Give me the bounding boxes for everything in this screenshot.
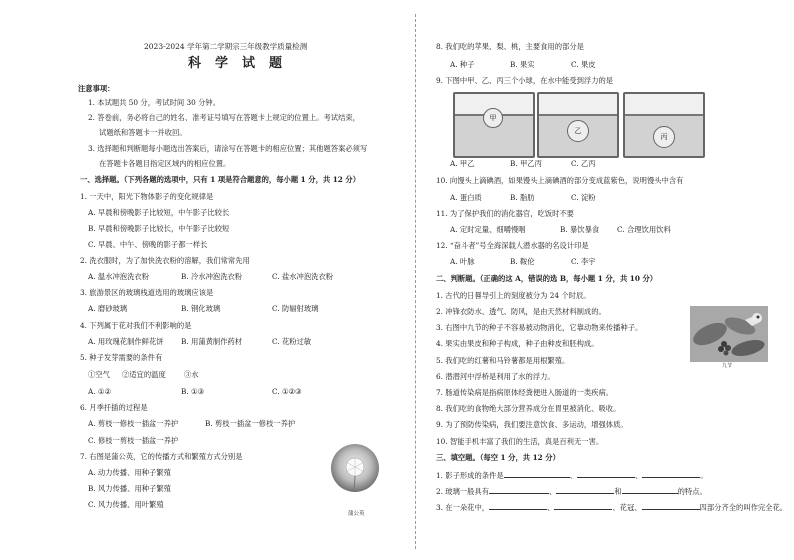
question-8-stem: 8. 我们吃的苹果、梨、桃，主要食用的部分是 — [436, 42, 584, 51]
question-5-option-c: C. ①②③ — [272, 387, 302, 396]
question-10-option-a: A. 蛋白质 — [450, 193, 482, 202]
fill-q2-prefix: 2. 玻璃一般具有 — [436, 487, 490, 496]
section2-heading: 二、判断题。（正确的这 A，错误的选 B，每小题 1 分，共 10 分） — [436, 274, 658, 283]
question-7-option-b: B. 风力传播、用种子繁殖 — [88, 484, 171, 493]
question-3-option-b: B. 钢化玻璃 — [181, 304, 221, 313]
ball-bing-label: 丙 — [660, 132, 668, 141]
question-9-option-a: A. 甲乙 — [450, 159, 475, 168]
question-10-stem: 10. 向馒头上滴碘酒，如果馒头上滴碘酒的部分变成蓝紫色，说明馒头中含有 — [436, 176, 684, 185]
question-5-option-a: A. ①② — [88, 387, 111, 396]
fill-question-2 — [436, 486, 707, 495]
question-5-item-1: ①空气 — [88, 370, 110, 379]
question-6-stem: 6. 月季扦插的过程是 — [80, 403, 148, 412]
fill-q1-blank-1[interactable] — [504, 470, 570, 478]
dandelion-image — [330, 440, 380, 505]
question-2-stem: 2. 洗衣服时，为了加快洗衣粉的溶解，我们常常先用 — [80, 256, 250, 265]
notice-heading: 注意事项： — [78, 84, 115, 93]
question-5-option-b: B. ①③ — [181, 387, 205, 396]
jar-3 — [623, 92, 705, 158]
fill-q3-blank-3[interactable] — [642, 502, 700, 510]
fill-q3-blank-2[interactable] — [554, 502, 612, 510]
question-3-option-c: C. 防辐射玻璃 — [272, 304, 319, 313]
fill-q2-blank-1[interactable] — [489, 486, 549, 494]
notice-line-4: 3. 选择题和判断题每小题选出答案后，请涂写在答题卡的相应位置；其他题答案必须写 — [88, 144, 368, 153]
question-12-stem: 12. “奋斗者”号全海深载人潜水器的名设计印是 — [436, 241, 589, 250]
question-5-stem: 5. 种子发芽需要的条件有 — [80, 353, 163, 362]
question-7-stem: 7. 右图是蒲公英，它的传播方式和繁殖方式分别是 — [80, 452, 243, 461]
judge-item-6: 6. 潜潜河中浮桥是利用了水的浮力。 — [436, 372, 555, 381]
jar-1 — [453, 92, 535, 158]
judge-item-10: 10. 智能手机丰富了我们的生活，真是百利无一害。 — [436, 437, 604, 446]
question-1-option-a: A. 早晨和傍晚影子比较短，中午影子比较长 — [88, 208, 230, 217]
fill-q1-blank-2[interactable] — [577, 470, 635, 478]
question-6-option-a: A. 剪枝一修枝一插盆一养护 — [88, 419, 179, 428]
fill-q2-blank-2[interactable] — [556, 486, 614, 494]
ball-jia — [483, 108, 503, 128]
jar-2 — [537, 92, 619, 158]
column-divider — [415, 14, 416, 549]
judge-item-9: 9. 为了预防传染病，我们要注意饮食、多运动，增强体质。 — [436, 420, 628, 429]
judge-item-7: 7. 肠道传染病是指病原体经粪便进入肠道的一类疾病。 — [436, 388, 614, 397]
question-9-stem: 9. 下图中甲、乙、丙三个小球，在水中能受到浮力的是 — [436, 76, 614, 85]
fill-q2-suffix: 的特点。 — [677, 487, 707, 496]
section1-heading: 一、选择题。（下列各题的选项中，只有 1 项是符合题意的，每小题 1 分，共 12 分） — [80, 175, 360, 184]
question-4-option-a: A. 用玫瑰花制作鲜花饼 — [88, 337, 164, 346]
question-4-option-c: C. 花粉过敏 — [272, 337, 312, 346]
question-8-option-c: C. 果皮 — [571, 60, 596, 69]
notice-line-1: 1. 本试题共 50 分，考试时间 30 分钟。 — [88, 98, 220, 107]
ball-bing — [653, 126, 675, 148]
question-11-option-a: A. 定时定量、细嚼慢咽 — [450, 225, 526, 234]
dandelion-caption: 蒲公英 — [348, 511, 365, 517]
question-11-option-b: B. 暴饮暴食 — [560, 225, 600, 234]
fill-q3-mid1: 、 — [547, 503, 555, 512]
ball-yi — [567, 120, 589, 142]
fill-q3-prefix: 3. 在一朵花中， — [436, 503, 490, 512]
question-10-option-b: B. 脂肪 — [510, 193, 535, 202]
fill-q2-sep: 、 — [549, 487, 557, 496]
question-9-option-c: C. 乙丙 — [571, 159, 596, 168]
question-2-option-c: C. 盐水冲泡洗衣粉 — [272, 272, 334, 281]
fill-q2-mid: 和 — [614, 487, 622, 496]
fill-question-1 — [436, 470, 708, 479]
fill-q3-suffix: 四部分齐全的叫作完全花。 — [699, 503, 788, 512]
question-2-option-b: B. 冷水冲泡洗衣粉 — [181, 272, 243, 281]
question-10-option-c: C. 淀粉 — [571, 193, 596, 202]
question-8-option-b: B. 果实 — [510, 60, 535, 69]
question-11-option-c: C. 合理饮用饮料 — [617, 225, 671, 234]
fill-q3-mid2: 、花冠、 — [612, 503, 642, 512]
judge-item-8: 8. 我们吃的食物绝大部分营养成分在胃里被消化、吸收。 — [436, 404, 621, 413]
fill-q1-end: 。 — [700, 471, 708, 480]
exam-title: 2023-2024 学年第二学期宗三年级教学质量检测 — [144, 42, 308, 51]
question-4-stem: 4. 下列属于花对我们不利影响的是 — [80, 321, 192, 330]
judge-item-2: 2. 冲锋衣防水、透气、防风，是由天然材料制成的。 — [436, 307, 606, 316]
subject-title: 科学试题 — [188, 56, 297, 71]
question-6-option-b: B. 剪枝一插盆一修枝一养护 — [205, 419, 296, 428]
question-5-item-2: ②适宜的温度 — [122, 370, 166, 379]
question-7-option-a: A. 动力传播、用种子繁殖 — [88, 468, 171, 477]
fill-q3-blank-1[interactable] — [489, 502, 547, 510]
notice-line-3: 试题纸和答题卡一并收回。 — [99, 128, 187, 137]
question-12-option-c: C. 李宇 — [571, 257, 596, 266]
plant-image — [690, 306, 768, 362]
fill-q1-sep-2: 、 — [634, 471, 643, 480]
judge-item-3: 3. 右图中九节的种子不容易被动物消化，它靠动物来传播种子。 — [436, 323, 643, 332]
question-4-option-b: B. 用蒲黄制作药材 — [181, 337, 243, 346]
fill-question-3 — [436, 502, 787, 511]
question-7-option-c: C. 风力传播、用叶繁殖 — [88, 500, 164, 509]
judge-item-1: 1. 古代的日晷导引上的刻度被分为 24 个时辰。 — [436, 291, 591, 300]
question-2-option-a: A. 温水冲泡洗衣粉 — [88, 272, 149, 281]
ball-jia-label: 甲 — [489, 113, 497, 122]
plant-caption: 九节 — [722, 363, 733, 369]
section3-heading: 三、填空题。（每空 1 分，共 12 分） — [436, 453, 560, 462]
fill-q1-sep-1: 、 — [569, 471, 577, 480]
question-1-option-b: B. 早晨和傍晚影子比较长，中午影子比较短 — [88, 224, 230, 233]
question-6-option-c: C. 修枝一剪枝一插盆一养护 — [88, 436, 179, 445]
judge-item-4: 4. 果实由果皮和种子构成，种子由种皮和胚构成。 — [436, 339, 599, 348]
question-12-option-b: B. 鞍伦 — [510, 257, 535, 266]
notice-line-5: 在答题卡各题目指定区域内的相应位置。 — [99, 159, 231, 168]
question-1-stem: 1. 一天中，阳光下物体影子的变化规律是 — [80, 192, 214, 201]
fill-q1-prefix: 1. 影子形成的条件是 — [436, 471, 504, 480]
fill-q2-blank-3[interactable] — [622, 486, 678, 494]
ball-yi-label: 乙 — [574, 126, 582, 135]
judge-item-5: 5. 我们吃的红薯和马铃薯都是用根繁殖。 — [436, 356, 570, 365]
question-11-stem: 11. 为了保护我们的消化器官，吃饭时不要 — [436, 209, 574, 218]
question-9-option-b: B. 甲乙丙 — [510, 159, 542, 168]
question-12-option-a: A. 叶脉 — [450, 257, 475, 266]
question-5-item-3: ③水 — [184, 370, 199, 379]
question-8-option-a: A. 种子 — [450, 60, 475, 69]
fill-q1-blank-3[interactable] — [642, 470, 700, 478]
question-3-stem: 3. 旅游景区的玻璃栈道选用的玻璃应该是 — [80, 288, 214, 297]
notice-line-2: 2. 答卷前，务必将自己的姓名、准考证号填写在答题卡上规定的位置上。考试结束， — [88, 113, 360, 122]
question-1-option-c: C. 早晨、中午、傍晚的影子都一样长 — [88, 240, 208, 249]
question-3-option-a: A. 磨砂玻璃 — [88, 304, 128, 313]
